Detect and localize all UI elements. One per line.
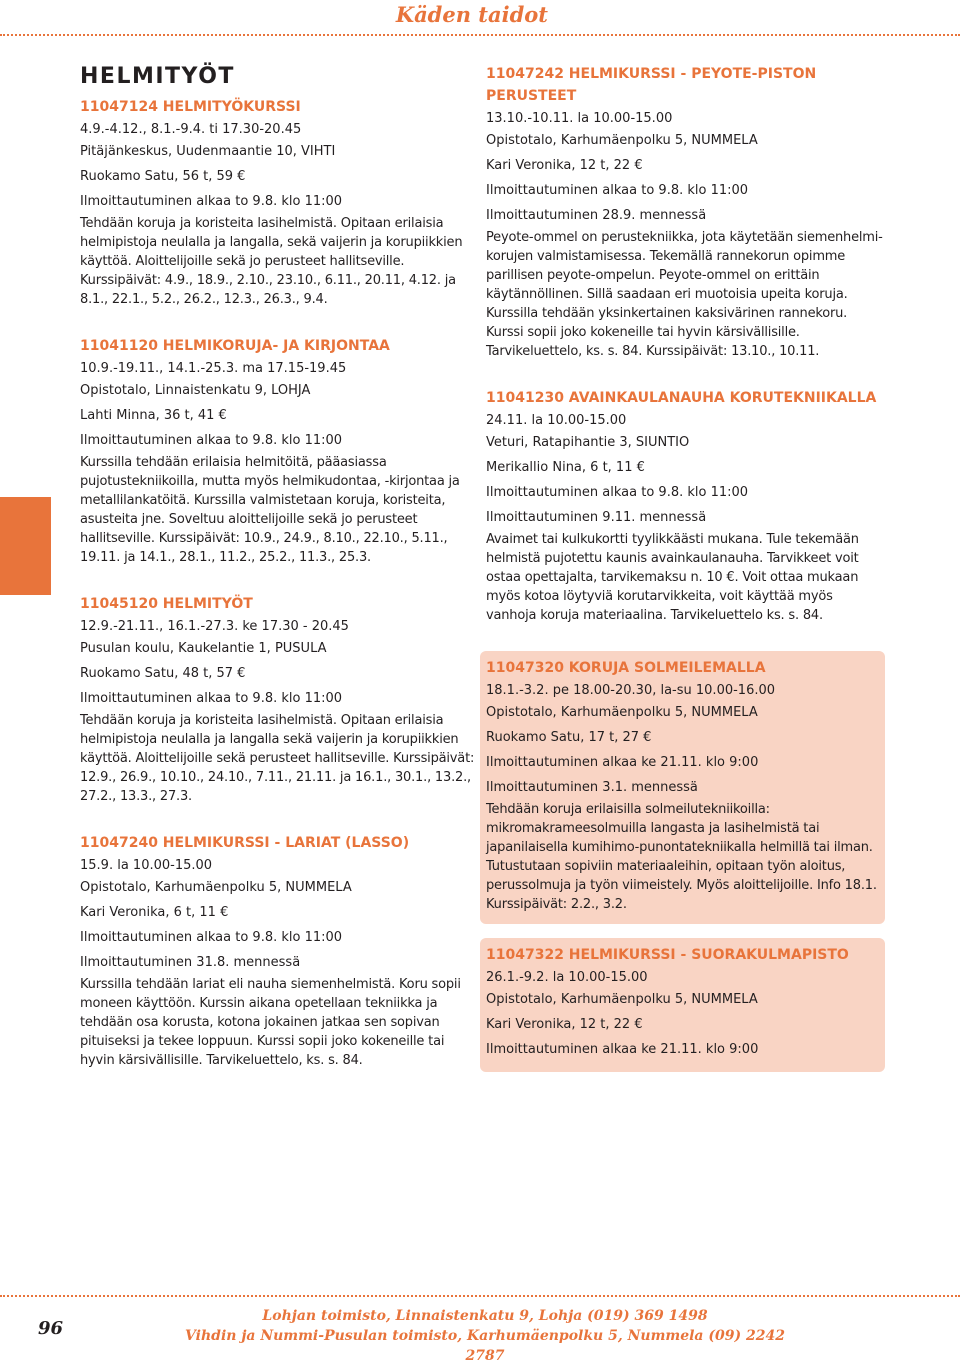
course-registration-deadline: Ilmoittautuminen 31.8. mennessä [80,955,301,970]
course-registration: Ilmoittautuminen alkaa to 9.8. klo 11:00 [80,194,343,209]
course-11047322 [486,944,877,1059]
course-registration: Ilmoittautuminen alkaa ke 21.11. klo 9:00 [486,1042,759,1057]
course-title: 11047320 KORUJA SOLMEILEMALLA [486,660,766,676]
course-11047242 [486,63,886,361]
left-column [80,64,480,1096]
course-dates: 24.11. la 10.00-15.00 [486,413,627,428]
course-dates: 15.9. la 10.00-15.00 [80,858,213,873]
course-11041120 [80,335,480,567]
course-teacher-price: Lahti Minna, 36 t, 41 € [80,408,227,423]
course-dates: 13.10.-10.11. la 10.00-15.00 [486,111,673,126]
course-location: Opistotalo, Karhumäenpolku 5, NUMMELA [486,705,758,720]
course-teacher-price: Ruokamo Satu, 17 t, 27 € [486,730,652,745]
course-11047320 [486,657,877,914]
side-color-tab [0,497,51,595]
course-description: Tehdään koruja erilaisilla solmeilutekniikoilla: mikromakrameesolmuilla langasta ja lasihelmistä tai japanilaisella kumihimo-punontatekniikalla helmillä tai ilman. Tutustutaan sopiviin materiaaleihin, opitaan työn aloitus, perussolmuja ja työn viimeistely. Myös aloittelijoille. Info 18.1. Kurssipäivät: 2.2., 3.2. [486,802,877,912]
highlight-box-11047320 [480,651,885,924]
course-description: Tehdään koruja ja koristeita lasihelmistä. Opitaan erilaisia helmipistoja neulalla ja langalla sekä vaijerin ja korupiikkien käyttöä. Aloittelijoille sekä perusteet hallitseville. Kurssipäivät: 12.9., 26.9., 10.10., 24.10., 7.11., 21.11. ja 16.1., 30.1., 13.2., 27.2., 13.3., 27.3. [80,713,475,804]
page-number: 96 [38,1318,64,1339]
course-location: Opistotalo, Karhumäenpolku 5, NUMMELA [80,880,352,895]
course-location: Opistotalo, Karhumäenpolku 5, NUMMELA [486,133,758,148]
footer-contacts [185,1306,785,1366]
course-dates: 18.1.-3.2. pe 18.00-20.30, la-su 10.00-16.00 [486,683,776,698]
course-registration-deadline: Ilmoittautuminen 28.9. mennessä [486,208,707,223]
course-registration-deadline: Ilmoittautuminen 3.1. mennessä [486,780,698,795]
course-title: 11047240 HELMIKURSSI - LARIAT (LASSO) [80,835,410,851]
course-title: 11045120 HELMITYÖT [80,596,253,612]
footer-dotted-rule [0,1295,960,1297]
course-title: 11047242 HELMIKURSSI - PEYOTE-PISTON PERUSTEET [486,66,817,104]
course-registration-deadline: Ilmoittautuminen 9.11. mennessä [486,510,707,525]
course-11045120 [80,593,480,806]
course-location: Pitäjänkeskus, Uudenmaantie 10, VIHTI [80,144,336,159]
course-teacher-price: Kari Veronika, 12 t, 22 € [486,1017,643,1032]
course-teacher-price: Merikallio Nina, 6 t, 11 € [486,460,645,475]
course-11047124 [80,96,480,309]
header-dotted-rule [0,34,960,36]
highlight-box-11047322 [480,938,885,1072]
course-title: 11047322 HELMIKURSSI - SUORAKULMAPISTO [486,947,849,963]
course-registration: Ilmoittautuminen alkaa ke 21.11. klo 9:00 [486,755,759,770]
course-registration: Ilmoittautuminen alkaa to 9.8. klo 11:00 [486,183,749,198]
right-column [486,63,886,1072]
course-location: Opistotalo, Linnaistenkatu 9, LOHJA [80,383,311,398]
course-dates: 26.1.-9.2. la 10.00-15.00 [486,970,648,985]
course-description: Kurssilla tehdään erilaisia helmitöitä, pääasiassa pujotustekniikoilla, mutta myös helmikudontaa, -kirjontaa ja metallilankatöitä. Kurssilla valmistetaan koruja, koristeita, asusteita jne. Soveltuu aloittelijoille sekä jo perusteet hallitseville. Kurssipäivät: 10.9., 24.9., 8.10., 22.10., 5.11., 19.11. ja 14.1., 28.1., 11.2., 25.2., 11.3., 25.3. [80,455,460,565]
course-description: Kurssilla tehdään lariat eli nauha siemenhelmistä. Koru sopii moneen käyttöön. Kurssin aikana opetellaan tekniikka ja tehdään osa korusta, kotona jokainen jatkaa sen sopivan pituiseksi ja tekee loppuun. Kurssi sopii joko kokeneille tai hyvin kärsivällisille. Tarvikeluettelo, ks. s. 84. [80,977,461,1068]
course-dates: 10.9.-19.11., 14.1.-25.3. ma 17.15-19.45 [80,361,347,376]
course-dates: 4.9.-4.12., 8.1.-9.4. ti 17.30-20.45 [80,122,302,137]
footer-line-lohja: Lohjan toimisto, Linnaistenkatu 9, Lohja (019) 369 1498 [262,1308,708,1324]
course-teacher-price: Ruokamo Satu, 48 t, 57 € [80,666,246,681]
course-dates: 12.9.-21.11., 16.1.-27.3. ke 17.30 - 20.45 [80,619,349,634]
course-location: Veturi, Ratapihantie 3, SIUNTIO [486,435,690,450]
course-registration: Ilmoittautuminen alkaa to 9.8. klo 11:00 [80,930,343,945]
course-description: Tehdään koruja ja koristeita lasihelmistä. Opitaan erilaisia helmipistoja neulalla ja langalla, sekä vaijerin ja korupiikkien käyttöä. Aloittelijoille sekä jo perusteet hallitseville. Kurssipäivät: 4.9., 18.9., 2.10., 23.10., 6.11., 20.11, 4.12. ja 8.1., 22.1., 5.2., 26.2., 12.3., 26.3., 9.4. [80,216,463,307]
course-teacher-price: Kari Veronika, 12 t, 22 € [486,158,643,173]
course-11047240 [80,832,480,1070]
section-title: HELMITYÖT [80,64,235,89]
header-section-title: Käden taidot [395,2,548,27]
course-title: 11041120 HELMIKORUJA- JA KIRJONTAA [80,338,390,354]
course-teacher-price: Kari Veronika, 6 t, 11 € [80,905,229,920]
course-registration: Ilmoittautuminen alkaa to 9.8. klo 11:00 [80,691,343,706]
course-registration: Ilmoittautuminen alkaa to 9.8. klo 11:00 [486,485,749,500]
course-location: Opistotalo, Karhumäenpolku 5, NUMMELA [486,992,758,1007]
course-teacher-price: Ruokamo Satu, 56 t, 59 € [80,169,246,184]
course-description: Avaimet tai kulkukortti tyylikkäästi mukana. Tule tekemään helmistä pujotettu kaunis avainkaulanauha. Tarvikkeet voit ostaa opettajalta, tarvikemaksu n. 10 €. Voit ottaa mukaan myös kotoa löytyviä korutarvikkeita, voit käyttää myös vanhoja koruja materiaalina. Tarvikeluettelo ks. s. 84. [486,532,859,623]
course-title: 11041230 AVAINKAULANAUHA KORUTEKNIIKALLA [486,390,877,406]
course-location: Pusulan koulu, Kaukelantie 1, PUSULA [80,641,327,656]
course-11041230 [486,387,886,625]
course-description: Peyote-ommel on perustekniikka, jota käytetään siemenhelmi-korujen valmistamisessa. Tekemällä rannekorun opimme parillisen peyote-ompelun. Peyote-ommel on erittäin käytännöllinen. Sillä saadaan eri muotoisia upeita koruja. Kurssilla tehdään yksinkertainen kaksivärinen rannekoru. Kurssi sopii joko kokeneille tai hyvin kärsivällisille. Tarvikeluettelo, ks. s. 84. Kurssipäivät: 13.10., 10.11. [486,230,883,359]
footer-line-nummela: Vihdin ja Nummi-Pusulan toimisto, Karhumäenpolku 5, Nummela (09) 2242 2787 [185,1328,785,1364]
course-title: 11047124 HELMITYÖKURSSI [80,99,301,115]
course-registration: Ilmoittautuminen alkaa to 9.8. klo 11:00 [80,433,343,448]
